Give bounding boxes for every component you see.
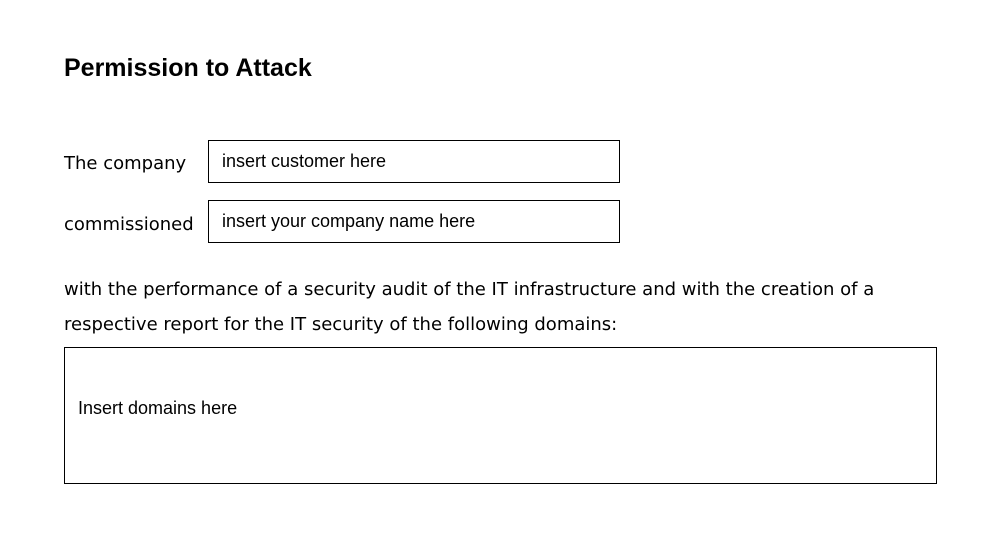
- customer-input[interactable]: [208, 140, 620, 183]
- page-title: Permission to Attack: [64, 54, 312, 82]
- audit-description-text: with the performance of a security audit of the IT infrastructure and with the creation of a respective report for the IT security of the following domains:: [64, 279, 875, 335]
- commissioned-label: commissioned: [64, 214, 194, 235]
- company-name-input[interactable]: [208, 200, 620, 243]
- company-label: The company: [64, 153, 187, 174]
- domains-input[interactable]: [64, 347, 937, 484]
